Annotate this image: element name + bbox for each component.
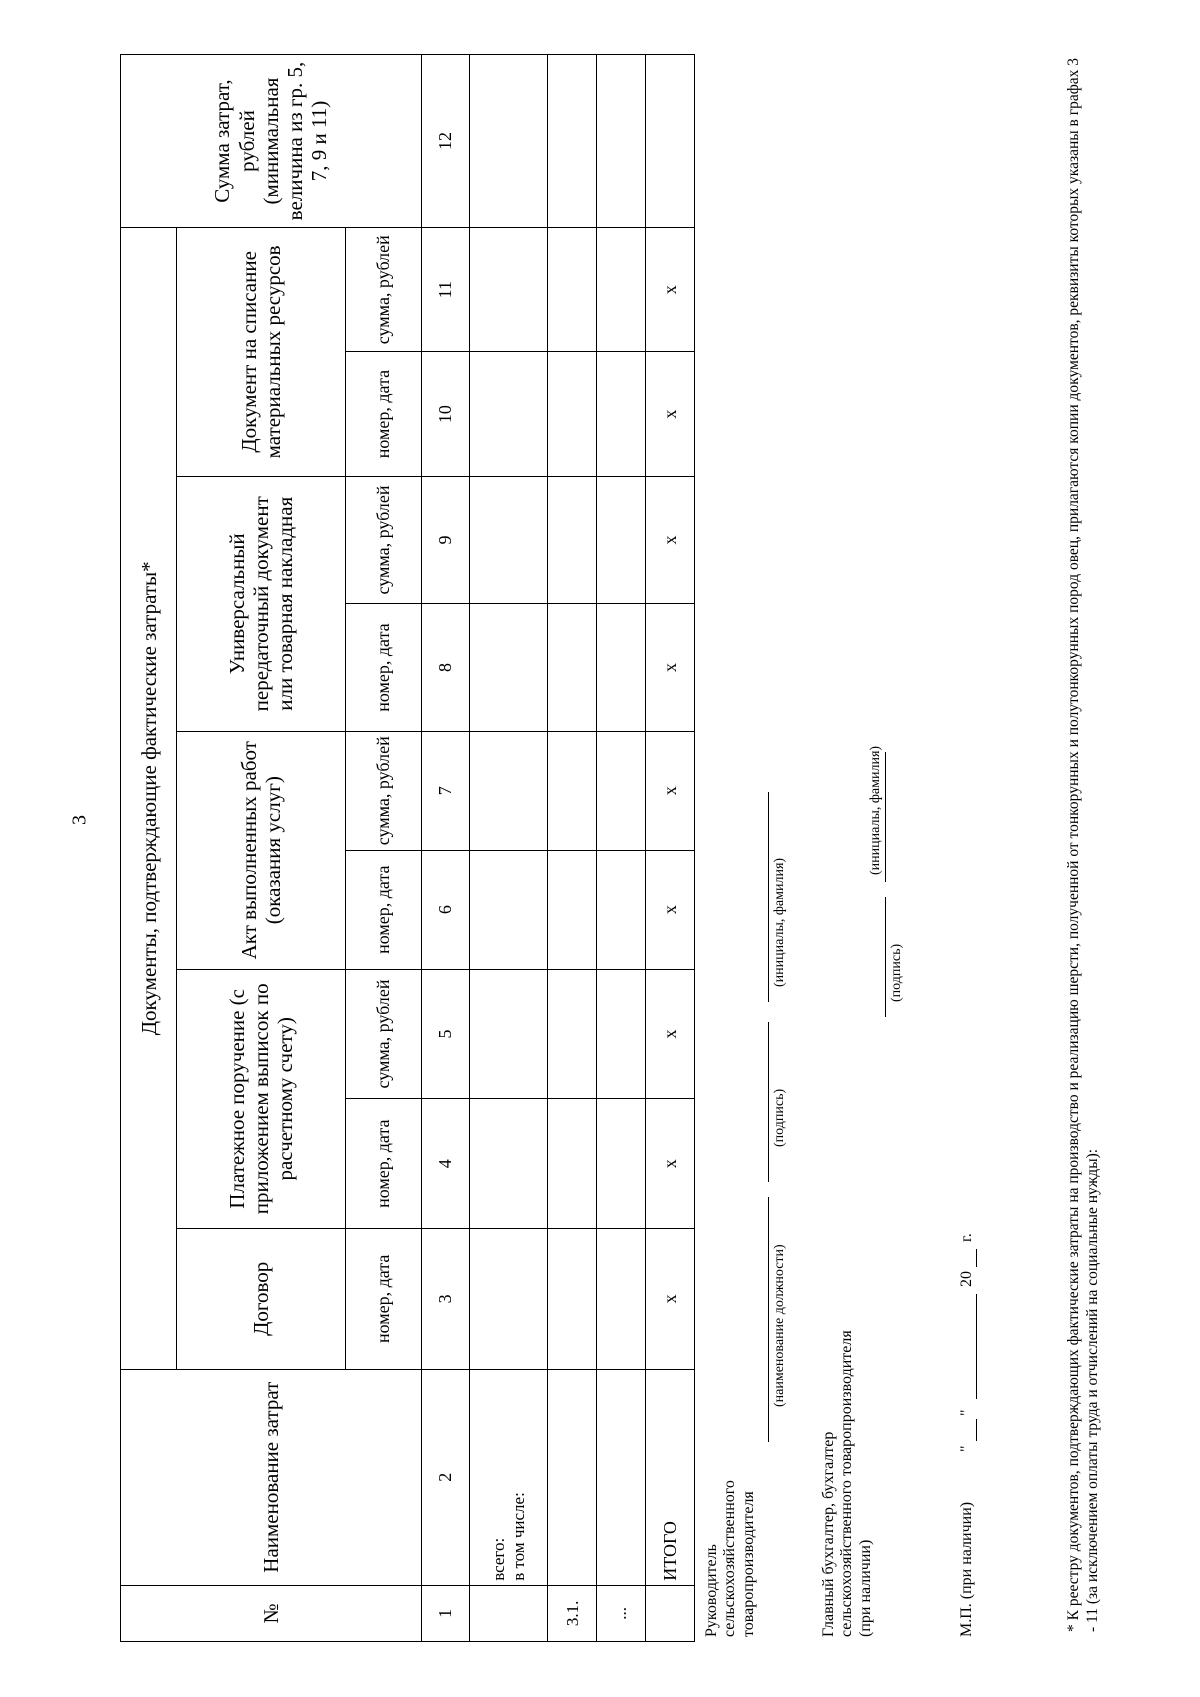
signature-caption: (подпись)	[772, 1088, 787, 1147]
total-mark: x	[646, 352, 695, 476]
group-header-payment: Платежное поручение (с приложением выписок по расчетному счету)	[177, 969, 345, 1228]
total-mark: x	[646, 850, 695, 969]
sub-header-contract-number-date: номер, дата	[345, 1229, 421, 1370]
col-number: 7	[421, 731, 470, 850]
date-year-prefix: 20	[958, 1271, 975, 1287]
col-number: 5	[421, 969, 470, 1099]
col-number: 12	[421, 55, 470, 228]
sub-header-number-date: номер, дата	[345, 604, 421, 732]
date-month-line	[976, 1294, 977, 1399]
date-quote-close: "	[958, 1409, 975, 1416]
col-header-total: Сумма затрат, рублей (минимальная величина из гр. 5, 7, 9 и 11)	[121, 55, 422, 228]
row-number: 3.1.	[548, 1585, 597, 1641]
total-mark: x	[646, 604, 695, 732]
accountant-initials-caption: (инициалы, фамилия)	[868, 745, 883, 875]
group-header-upd: Универсальный передаточный документ или товарная накладная	[177, 476, 345, 731]
group-header-writeoff: Документ на списание материальных ресурсов	[177, 228, 345, 477]
row-name-line: всего:	[489, 1537, 509, 1581]
col-number: 10	[421, 352, 470, 476]
col-number: 11	[421, 228, 470, 352]
accountant-label-line: (при наличии)	[856, 1539, 874, 1637]
head-label-line: сельскохозяйственного	[721, 1480, 739, 1637]
accountant-label-line: Главный бухгалтер, бухгалтер	[820, 1431, 837, 1637]
accountant-signature-line	[885, 897, 886, 1017]
total-mark: x	[646, 228, 695, 352]
sub-header-sum: сумма, рублей	[345, 476, 421, 604]
table-row	[597, 55, 646, 1642]
row-name	[470, 1369, 548, 1585]
signature-line	[768, 1022, 769, 1182]
accountant-initials-line	[885, 752, 886, 882]
initials-caption: (инициалы, фамилия)	[772, 857, 787, 987]
date-year-line	[976, 1249, 977, 1267]
accountant-label	[820, 1330, 875, 1637]
col-number: 1	[421, 1585, 470, 1641]
sub-header-number-date: номер, дата	[345, 352, 421, 476]
col-number: 6	[421, 850, 470, 969]
footnote: * К реестру документов, подтверждающих фактические затраты на производство и реализацию шерсти, полученной от тонкорунных и полутонкорунных пород овец, прилагаются копии документов, реквизиты которых указаны в графах 3 - 11 (за исключением оплаты труда и отчислений на социальные нужды):	[1065, 57, 1101, 1632]
col-number: 4	[421, 1099, 470, 1229]
total-mark: x	[646, 969, 695, 1099]
col-number: 8	[421, 604, 470, 732]
total-row	[646, 55, 695, 1642]
col-header-no: №	[121, 1585, 422, 1641]
docs-group-header: Документы, подтверждающие фактические затраты*	[121, 228, 177, 1370]
head-label-line: Руководитель	[703, 1544, 720, 1637]
total-label: ИТОГО	[646, 1369, 695, 1585]
total-mark: x	[646, 476, 695, 604]
sub-header-sum: сумма, рублей	[345, 228, 421, 352]
page-number: 3	[68, 815, 91, 825]
date-quote-open: "	[958, 1445, 975, 1452]
position-signature-line	[768, 1197, 769, 1442]
row-name	[597, 1369, 646, 1585]
row-name-line: в том числе:	[508, 1492, 528, 1581]
stamp-label: М.П. (при наличии)	[958, 1501, 975, 1637]
total-mark: x	[646, 1099, 695, 1229]
total-mark: x	[646, 731, 695, 850]
group-header-act: Акт выполненных работ (оказания услуг)	[177, 731, 345, 969]
head-label-line: товаропроизводителя	[739, 1491, 757, 1637]
row-number: ...	[597, 1585, 646, 1641]
col-number: 2	[421, 1369, 470, 1585]
total-mark: x	[646, 1229, 695, 1370]
row-name	[548, 1369, 597, 1585]
initials-signature-line	[768, 792, 769, 1002]
date-day-line	[976, 1419, 977, 1441]
sub-header-sum: сумма, рублей	[345, 969, 421, 1099]
cost-documents-table	[120, 54, 695, 1642]
sub-header-number-date: номер, дата	[345, 850, 421, 969]
col-header-name: Наименование затрат	[121, 1369, 422, 1585]
table-row	[548, 55, 597, 1642]
table-row	[470, 55, 548, 1642]
date-year-suffix: г.	[958, 1233, 975, 1242]
accountant-label-line: сельскохозяйственного товаропроизводителя	[838, 1330, 856, 1637]
group-header-contract: Договор	[177, 1229, 345, 1370]
sub-header-number-date: номер, дата	[345, 1099, 421, 1229]
col-number: 3	[421, 1229, 470, 1370]
row-number	[470, 1585, 548, 1641]
col-number: 9	[421, 476, 470, 604]
accountant-signature-caption: (подпись)	[889, 943, 904, 1002]
head-label	[703, 1480, 758, 1637]
sub-header-sum: сумма, рублей	[345, 731, 421, 850]
position-caption: (наименование должности)	[772, 1244, 787, 1407]
